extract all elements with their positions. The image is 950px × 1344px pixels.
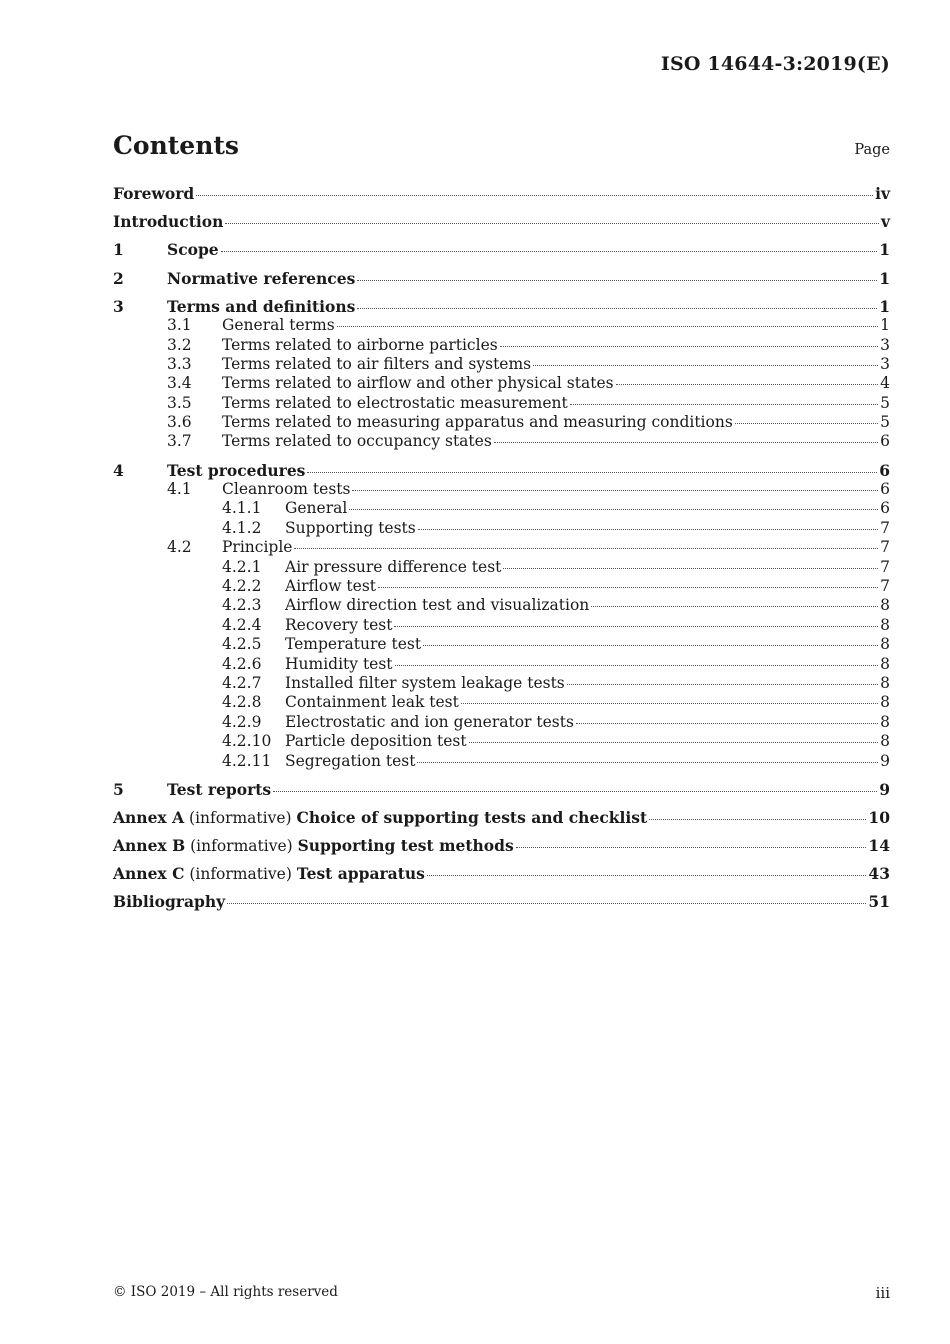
toc-entry[interactable] bbox=[113, 394, 890, 413]
toc-entry-label bbox=[222, 374, 614, 392]
table-of-contents bbox=[113, 184, 890, 912]
toc-entry-number: 4 bbox=[113, 460, 124, 480]
dot-leader bbox=[418, 528, 878, 530]
dot-leader bbox=[227, 902, 866, 904]
toc-entry-page: 6 bbox=[880, 432, 890, 451]
dot-leader bbox=[576, 722, 878, 724]
dot-leader bbox=[533, 364, 878, 366]
toc-entry-title: Test reports bbox=[167, 779, 272, 799]
toc-entry-page: 8 bbox=[880, 712, 890, 731]
dot-leader bbox=[357, 307, 877, 309]
toc-entry[interactable] bbox=[113, 240, 890, 259]
toc-entry-number: 4.2.4 bbox=[222, 615, 262, 634]
page-title: Contents bbox=[113, 131, 240, 160]
toc-entry-label bbox=[167, 240, 219, 259]
toc-entry[interactable] bbox=[113, 336, 890, 355]
toc-entry[interactable] bbox=[113, 432, 890, 451]
toc-entry-label bbox=[113, 808, 647, 827]
toc-entry-page: 3 bbox=[880, 354, 890, 373]
dot-leader bbox=[307, 471, 877, 473]
toc-entry-annex-title: Test apparatus bbox=[296, 864, 425, 884]
dot-leader bbox=[427, 874, 867, 876]
toc-entry[interactable] bbox=[113, 892, 890, 911]
toc-entry[interactable] bbox=[113, 297, 890, 316]
toc-entry-title: Principle bbox=[222, 538, 293, 557]
toc-entry-page: v bbox=[880, 212, 890, 232]
toc-entry-label bbox=[222, 538, 292, 556]
toc-entry-label bbox=[285, 693, 459, 711]
toc-entry-label bbox=[222, 355, 531, 373]
toc-entry-title: Test procedures bbox=[167, 460, 306, 480]
toc-entry[interactable] bbox=[113, 655, 890, 674]
toc-entry-page: 1 bbox=[879, 296, 890, 316]
toc-entry-page: 8 bbox=[880, 673, 890, 692]
toc-entry-page: 8 bbox=[880, 693, 890, 712]
toc-entry-label bbox=[222, 432, 492, 450]
toc-entry-title: Bibliography bbox=[113, 892, 226, 912]
toc-entry-label bbox=[167, 269, 355, 288]
toc-entry-page: 1 bbox=[880, 316, 890, 335]
toc-entry-label bbox=[222, 413, 733, 431]
dot-leader bbox=[273, 790, 877, 792]
toc-entry[interactable] bbox=[113, 212, 890, 231]
toc-entry-number: 4.1 bbox=[167, 480, 192, 499]
toc-entry-label bbox=[113, 864, 425, 883]
toc-entry-number: 4.2.3 bbox=[222, 596, 262, 615]
dot-leader bbox=[735, 422, 878, 424]
toc-entry-title: Terms related to electrostatic measurement bbox=[222, 393, 568, 412]
toc-entry-title: Introduction bbox=[113, 212, 224, 232]
toc-entry[interactable] bbox=[113, 693, 890, 712]
toc-entry-annex-title: Choice of supporting tests and checklist bbox=[296, 807, 648, 827]
toc-entry[interactable] bbox=[113, 316, 890, 335]
toc-entry-page: 6 bbox=[879, 460, 890, 480]
dot-leader bbox=[357, 279, 877, 281]
dot-leader bbox=[225, 222, 879, 224]
toc-entry-number: 4.2.11 bbox=[222, 751, 272, 770]
toc-entry-page: 1 bbox=[879, 268, 890, 288]
dot-leader bbox=[649, 818, 866, 820]
dot-leader bbox=[352, 489, 878, 491]
toc-entry-page: 10 bbox=[868, 807, 890, 827]
toc-entry[interactable] bbox=[113, 499, 890, 518]
toc-entry-annex-type: (informative) bbox=[184, 865, 297, 884]
toc-entry-label bbox=[113, 892, 225, 911]
toc-entry-page: 6 bbox=[880, 480, 890, 499]
dot-leader bbox=[221, 250, 878, 252]
toc-entry[interactable] bbox=[113, 413, 890, 432]
toc-entry-page: 6 bbox=[880, 499, 890, 518]
toc-entry[interactable] bbox=[113, 355, 890, 374]
toc-entry[interactable] bbox=[113, 752, 890, 771]
toc-entry[interactable] bbox=[113, 184, 890, 203]
toc-entry-label bbox=[285, 499, 347, 517]
toc-entry[interactable] bbox=[113, 519, 890, 538]
dot-leader bbox=[423, 644, 878, 646]
toc-entry-number: 4.2.1 bbox=[222, 557, 262, 576]
toc-entry-number: 1 bbox=[113, 240, 124, 260]
toc-entry-page: 8 bbox=[880, 635, 890, 654]
page-footer bbox=[113, 1284, 890, 1302]
toc-entry-label bbox=[222, 336, 498, 354]
toc-entry-page: 8 bbox=[880, 654, 890, 673]
toc-entry-label bbox=[285, 558, 501, 576]
toc-entry-label bbox=[167, 461, 305, 480]
toc-entry-title: Terms related to air filters and systems bbox=[222, 354, 532, 373]
toc-entry-number: 2 bbox=[113, 268, 124, 288]
toc-entry[interactable] bbox=[113, 480, 890, 499]
toc-entry-title: Foreword bbox=[113, 184, 195, 203]
dot-leader bbox=[394, 625, 878, 627]
contents-title-row bbox=[113, 131, 890, 160]
toc-entry-label bbox=[222, 316, 335, 334]
dot-leader bbox=[570, 403, 878, 405]
toc-entry-label bbox=[285, 616, 392, 634]
toc-entry-annex-type: (informative) bbox=[184, 808, 297, 827]
toc-entry-page: 3 bbox=[880, 335, 890, 354]
toc-entry-title: Electrostatic and ion generator tests bbox=[285, 712, 574, 731]
toc-entry-number: 3.2 bbox=[167, 335, 192, 354]
toc-entry-title: Annex A bbox=[113, 807, 185, 827]
toc-entry-title: Annex B bbox=[113, 836, 186, 856]
toc-entry-label bbox=[285, 635, 421, 653]
dot-leader bbox=[337, 325, 878, 327]
copyright-notice: © ISO 2019 – All rights reserved bbox=[113, 1284, 338, 1300]
toc-entry-title: Annex C bbox=[113, 864, 185, 884]
toc-entry[interactable] bbox=[113, 808, 890, 827]
toc-entry-number: 4.2.7 bbox=[222, 673, 262, 692]
dot-leader bbox=[294, 547, 878, 549]
toc-entry-page: 9 bbox=[879, 779, 890, 799]
toc-entry-page: 14 bbox=[868, 836, 890, 856]
dot-leader bbox=[196, 194, 873, 196]
dot-leader bbox=[417, 761, 878, 763]
dot-leader bbox=[469, 741, 879, 743]
toc-entry-label bbox=[285, 596, 589, 614]
toc-entry-page: 8 bbox=[880, 596, 890, 615]
toc-entry[interactable] bbox=[113, 635, 890, 654]
toc-entry[interactable] bbox=[113, 558, 890, 577]
toc-entry-title: Airflow direction test and visualization bbox=[285, 596, 590, 615]
toc-entry-label bbox=[285, 655, 393, 673]
document-id: ISO 14644-3:2019(E) bbox=[660, 53, 890, 75]
toc-entry-number: 5 bbox=[113, 779, 124, 799]
toc-entry-label bbox=[285, 577, 376, 595]
toc-entry[interactable] bbox=[113, 732, 890, 751]
toc-entry-number: 3.3 bbox=[167, 354, 192, 373]
toc-entry-title: Containment leak test bbox=[285, 693, 459, 712]
toc-entry-title: Particle deposition test bbox=[285, 732, 467, 751]
dot-leader bbox=[461, 702, 878, 704]
toc-entry-number: 4.2.8 bbox=[222, 693, 262, 712]
toc-entry-title: Installed filter system leakage tests bbox=[285, 673, 565, 692]
toc-entry-number: 3 bbox=[113, 296, 124, 316]
toc-entry-page: 1 bbox=[879, 240, 890, 260]
toc-entry-title: Air pressure difference test bbox=[285, 557, 502, 576]
toc-entry[interactable] bbox=[113, 713, 890, 732]
toc-entry-title: Supporting tests bbox=[285, 518, 416, 537]
toc-entry-page: 43 bbox=[868, 864, 890, 884]
dot-leader bbox=[500, 345, 878, 347]
toc-entry-title: Terms related to airflow and other physical states bbox=[222, 374, 614, 393]
toc-entry-annex-type: (informative) bbox=[185, 837, 298, 856]
toc-entry-number: 4.2.10 bbox=[222, 732, 272, 751]
toc-entry-title: Scope bbox=[167, 240, 219, 260]
toc-entry-title: General terms bbox=[222, 316, 335, 335]
toc-entry-number: 3.5 bbox=[167, 393, 192, 412]
toc-entry-page: 4 bbox=[880, 374, 890, 393]
toc-entry-title: Recovery test bbox=[285, 615, 393, 634]
toc-entry-title: General bbox=[285, 499, 348, 518]
toc-entry-number: 4.2.9 bbox=[222, 712, 262, 731]
toc-entry[interactable] bbox=[113, 780, 890, 799]
toc-entry-page: 5 bbox=[880, 393, 890, 412]
toc-entry-number: 4.2.6 bbox=[222, 654, 262, 673]
toc-entry-page: 7 bbox=[880, 518, 890, 537]
toc-entry-number: 3.4 bbox=[167, 374, 192, 393]
toc-entry-label bbox=[113, 184, 194, 203]
dot-leader bbox=[378, 586, 878, 588]
toc-entry-title: Terms related to airborne particles bbox=[222, 335, 498, 354]
toc-entry-label bbox=[285, 519, 416, 537]
toc-entry-label bbox=[285, 674, 565, 692]
toc-entry-label bbox=[167, 297, 355, 316]
toc-entry-number: 4.2.2 bbox=[222, 577, 262, 596]
toc-entry[interactable] bbox=[113, 269, 890, 288]
toc-entry-label bbox=[222, 394, 568, 412]
toc-entry-label bbox=[222, 480, 350, 498]
dot-leader bbox=[616, 383, 879, 385]
toc-entry-title: Airflow test bbox=[285, 577, 377, 596]
toc-entry-number: 3.6 bbox=[167, 413, 192, 432]
toc-entry[interactable] bbox=[113, 864, 890, 883]
toc-entry-label bbox=[285, 752, 415, 770]
toc-entry-page: 51 bbox=[868, 892, 890, 912]
toc-entry[interactable] bbox=[113, 538, 890, 557]
toc-entry-title: Normative references bbox=[167, 268, 356, 288]
toc-entry[interactable] bbox=[113, 596, 890, 615]
toc-entry[interactable] bbox=[113, 461, 890, 480]
toc-entry-label bbox=[285, 732, 467, 750]
toc-entry[interactable] bbox=[113, 374, 890, 393]
toc-entry-label bbox=[113, 212, 223, 231]
toc-entry-number: 4.2 bbox=[167, 538, 192, 557]
dot-leader bbox=[516, 846, 867, 848]
toc-entry-label bbox=[113, 836, 514, 855]
toc-entry-page: iv bbox=[875, 184, 890, 203]
dot-leader bbox=[349, 508, 878, 510]
toc-entry-title: Temperature test bbox=[285, 635, 422, 654]
dot-leader bbox=[503, 567, 878, 569]
toc-entry-page: 7 bbox=[880, 577, 890, 596]
dot-leader bbox=[494, 441, 878, 443]
toc-entry-number: 4.1.2 bbox=[222, 518, 262, 537]
toc-entry-annex-title: Supporting test methods bbox=[297, 836, 514, 856]
toc-entry-label bbox=[285, 713, 574, 731]
toc-entry[interactable] bbox=[113, 616, 890, 635]
dot-leader bbox=[567, 683, 878, 685]
toc-entry-title: Humidity test bbox=[285, 654, 393, 673]
toc-entry-page: 8 bbox=[880, 615, 890, 634]
toc-entry-page: 8 bbox=[880, 732, 890, 751]
toc-entry-label bbox=[167, 780, 271, 799]
toc-entry-number: 4.2.5 bbox=[222, 635, 262, 654]
toc-entry-number: 3.1 bbox=[167, 316, 192, 335]
toc-entry-page: 7 bbox=[880, 557, 890, 576]
toc-entry-number: 4.1.1 bbox=[222, 499, 262, 518]
page-column-label: Page bbox=[854, 142, 890, 158]
dot-leader bbox=[591, 605, 878, 607]
dot-leader bbox=[395, 664, 879, 666]
toc-entry[interactable] bbox=[113, 836, 890, 855]
toc-entry-title: Terms related to measuring apparatus and measuring conditions bbox=[222, 413, 733, 432]
toc-entry-title: Cleanroom tests bbox=[222, 480, 351, 499]
toc-entry[interactable] bbox=[113, 577, 890, 596]
toc-entry[interactable] bbox=[113, 674, 890, 693]
toc-entry-page: 7 bbox=[880, 538, 890, 557]
toc-entry-page: 9 bbox=[880, 751, 890, 770]
toc-entry-title: Terms and definitions bbox=[167, 296, 356, 316]
page-number: iii bbox=[875, 1284, 890, 1302]
toc-entry-number: 3.7 bbox=[167, 432, 192, 451]
toc-entry-page: 5 bbox=[880, 413, 890, 432]
toc-entry-title: Terms related to occupancy states bbox=[222, 432, 492, 451]
toc-entry-title: Segregation test bbox=[285, 751, 416, 770]
